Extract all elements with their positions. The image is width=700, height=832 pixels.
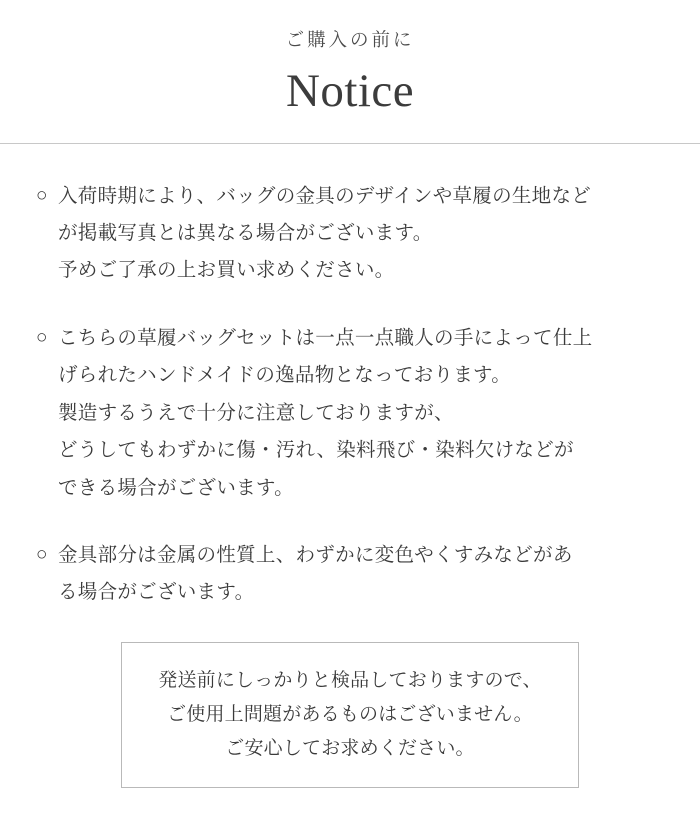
boxed-note-wrapper xyxy=(36,642,664,788)
list-item xyxy=(36,320,664,507)
bullet-circle-icon: ○ xyxy=(36,544,48,565)
page-subtitle: ご購入の前に xyxy=(285,31,415,51)
note-text xyxy=(58,320,664,507)
note-line: が掲載写真とは異なる場合がございます。 xyxy=(58,222,433,244)
boxed-note-line: ご使用上問題があるものはございません。 xyxy=(167,703,533,725)
boxed-note-line: ご安心してお求めください。 xyxy=(225,737,475,759)
note-line: 金具部分は金属の性質上、わずかに変色やくすみなどがあ xyxy=(58,545,573,566)
boxed-note xyxy=(121,642,579,788)
note-line: どうしてもわずかに傷・汚れ、染料飛び・染料欠けなどが xyxy=(58,440,574,462)
note-text xyxy=(58,178,664,290)
notice-list xyxy=(0,144,700,789)
note-line: こちらの草履バッグセットは一点一点職人の手によって仕上 xyxy=(58,327,593,349)
note-line: 予めご了承の上お買い求めください。 xyxy=(58,260,395,282)
list-item xyxy=(36,537,664,612)
page-title: Notice xyxy=(285,64,415,117)
note-text xyxy=(58,537,664,612)
note-line: る場合がございます。 xyxy=(58,582,255,604)
bullet-circle-icon: ○ xyxy=(36,326,48,348)
bullet-circle-icon: ○ xyxy=(36,184,48,206)
note-line: げられたハンドメイドの逸品物となっております。 xyxy=(58,365,512,387)
note-line: 入荷時期により、バッグの金具のデザインや草履の生地など xyxy=(58,185,592,207)
boxed-note-line: 発送前にしっかりと検品しておりますので、 xyxy=(158,669,542,691)
note-line: できる場合がございます。 xyxy=(58,477,294,499)
note-line: 製造するうえで十分に注意しておりますが、 xyxy=(58,402,454,424)
list-item xyxy=(36,178,664,290)
page-header xyxy=(0,0,700,144)
